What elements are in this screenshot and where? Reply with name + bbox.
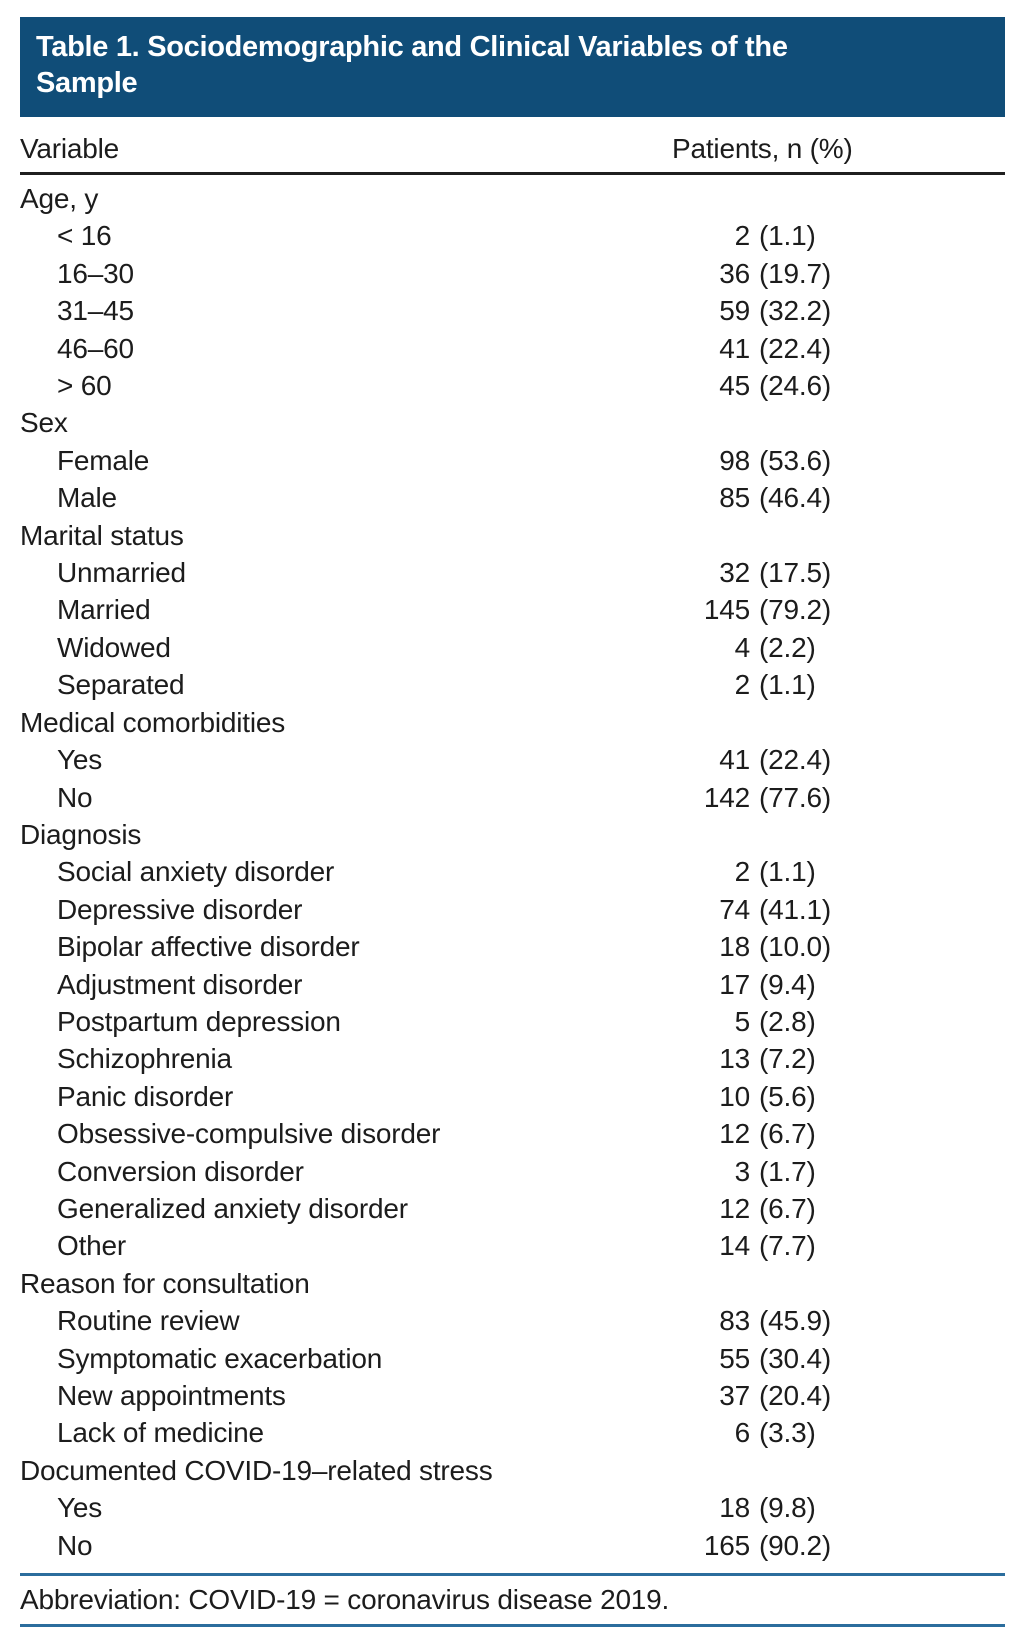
row-value <box>645 1115 1005 1152</box>
row-value <box>645 367 1005 404</box>
row-count: 145 <box>703 594 750 626</box>
row-value <box>645 704 1005 741</box>
row-percent: (19.7) <box>759 257 831 289</box>
row-label: Postpartum depression <box>57 1005 341 1037</box>
table-row-item <box>20 1527 1005 1564</box>
row-label: Adjustment disorder <box>57 968 303 1000</box>
row-percent: (2.8) <box>759 1005 816 1037</box>
row-percent: (9.8) <box>759 1492 816 1524</box>
row-percent: (79.2) <box>759 594 831 626</box>
row-value <box>645 292 1005 329</box>
row-label: Schizophrenia <box>57 1043 232 1075</box>
row-value <box>645 404 1005 441</box>
row-label: Medical comorbidities <box>20 706 286 738</box>
table-bottom-rule <box>20 1624 1005 1627</box>
table-row-item <box>20 966 1005 1003</box>
row-value <box>645 1340 1005 1377</box>
row-count: 18 <box>719 931 750 963</box>
row-label: Unmarried <box>57 557 186 589</box>
row-value <box>645 180 1005 217</box>
row-percent: (1.1) <box>759 856 816 888</box>
row-percent: (20.4) <box>759 1380 831 1411</box>
row-percent: (30.4) <box>759 1342 831 1374</box>
table-row-item <box>20 217 1005 254</box>
row-percent: (1.1) <box>759 669 816 701</box>
row-label: Social anxiety disorder <box>57 856 335 888</box>
table-row-item <box>20 1153 1005 1190</box>
table-row-item <box>20 1340 1005 1377</box>
row-percent: (41.1) <box>759 893 831 925</box>
row-percent: (10.0) <box>759 931 831 963</box>
row-count: 165 <box>703 1529 750 1561</box>
row-label: Obsessive-compulsive disorder <box>57 1118 441 1150</box>
row-percent: (7.7) <box>759 1230 816 1262</box>
row-count: 41 <box>719 744 750 776</box>
row-count: 2 <box>734 669 750 701</box>
column-header-variable: Variable <box>20 133 120 164</box>
row-label: Yes <box>57 1492 103 1524</box>
row-value <box>645 1414 1005 1451</box>
row-value <box>645 255 1005 292</box>
row-percent: (77.6) <box>759 781 831 813</box>
row-count: 10 <box>719 1080 750 1112</box>
row-value <box>645 1452 1005 1489</box>
row-count: 4 <box>734 631 750 663</box>
row-percent: (7.2) <box>759 1043 816 1075</box>
table-row-item <box>20 591 1005 628</box>
table-row-item <box>20 292 1005 329</box>
row-label: Marital status <box>20 519 184 551</box>
row-percent: (5.6) <box>759 1080 816 1112</box>
row-count: 74 <box>719 893 750 925</box>
row-percent: (3.3) <box>759 1417 816 1449</box>
table-row-item <box>20 853 1005 890</box>
row-label: Yes <box>57 744 103 776</box>
row-count: 59 <box>719 295 750 327</box>
row-value <box>645 1265 1005 1302</box>
table-row-section <box>20 517 1005 554</box>
row-count: 142 <box>703 781 750 813</box>
table-row-item <box>20 554 1005 591</box>
row-value <box>645 591 1005 628</box>
row-label: Female <box>57 444 150 476</box>
row-label: > 60 <box>57 370 112 402</box>
row-value <box>645 1003 1005 1040</box>
table-row-section <box>20 180 1005 217</box>
row-count: 17 <box>719 968 750 1000</box>
header-rule <box>20 172 1005 175</box>
row-value <box>645 217 1005 254</box>
row-percent: (22.4) <box>759 744 831 776</box>
row-value <box>645 1302 1005 1339</box>
table-row-item <box>20 479 1005 516</box>
row-label: 16–30 <box>57 257 134 289</box>
table-row-item <box>20 442 1005 479</box>
row-count: 14 <box>719 1230 750 1262</box>
row-percent: (6.7) <box>759 1192 816 1224</box>
table-title-bar <box>20 17 1005 117</box>
abbreviation-note: Abbreviation: COVID-19 = coronavirus disease 2019. <box>20 1584 670 1616</box>
row-count: 32 <box>719 557 750 589</box>
row-count: 12 <box>719 1192 750 1224</box>
table-row-item <box>20 330 1005 367</box>
row-count: 85 <box>719 482 750 514</box>
row-label: Other <box>57 1230 127 1262</box>
row-percent: (46.4) <box>759 482 831 514</box>
row-label: 46–60 <box>57 332 134 364</box>
row-label: < 16 <box>57 220 112 252</box>
row-count: 5 <box>734 1005 750 1037</box>
row-value <box>645 629 1005 666</box>
row-count: 6 <box>734 1417 750 1449</box>
table-row-item <box>20 779 1005 816</box>
table-row-item <box>20 1040 1005 1077</box>
row-value <box>645 891 1005 928</box>
table-row-item <box>20 666 1005 703</box>
table-row-section <box>20 404 1005 441</box>
row-count: 2 <box>734 856 750 888</box>
table-row-item <box>20 1003 1005 1040</box>
row-label: Age, y <box>20 183 99 214</box>
row-label: Documented COVID-19–related stress <box>20 1454 493 1486</box>
row-value <box>645 1489 1005 1526</box>
row-value <box>645 479 1005 516</box>
row-label: Widowed <box>57 631 171 663</box>
table-row-item <box>20 367 1005 404</box>
row-label: Depressive disorder <box>57 893 303 925</box>
row-value <box>645 666 1005 703</box>
row-count: 2 <box>734 220 750 252</box>
row-value <box>645 853 1005 890</box>
row-count: 36 <box>719 257 750 289</box>
table-row-item <box>20 1377 1005 1414</box>
table-row-item <box>20 1489 1005 1526</box>
row-label: Sex <box>20 407 68 439</box>
row-value <box>645 1153 1005 1190</box>
row-percent: (45.9) <box>759 1305 831 1337</box>
table-row-section <box>20 816 1005 853</box>
row-label: Lack of medicine <box>57 1417 264 1449</box>
table-row-item <box>20 928 1005 965</box>
row-value <box>645 966 1005 1003</box>
table-row-section <box>20 1452 1005 1489</box>
row-label: Diagnosis <box>20 818 142 850</box>
table-title-line2: Sample <box>36 67 138 99</box>
row-label: No <box>57 781 93 813</box>
row-label: Routine review <box>57 1305 240 1337</box>
table-row-item <box>20 741 1005 778</box>
row-label: Symptomatic exacerbation <box>57 1342 383 1374</box>
table-row-item <box>20 1302 1005 1339</box>
row-label: Male <box>57 482 117 514</box>
row-value <box>645 1227 1005 1264</box>
row-count: 55 <box>719 1342 750 1374</box>
table-title-line1: Table 1. Sociodemographic and Clinical Variables of the <box>36 31 788 63</box>
row-label: Conversion disorder <box>57 1155 304 1187</box>
row-percent: (53.6) <box>759 444 831 476</box>
row-count: 37 <box>719 1380 750 1411</box>
row-label: Reason for consultation <box>20 1267 310 1299</box>
row-percent: (1.1) <box>759 220 816 252</box>
row-value <box>645 330 1005 367</box>
row-percent: (9.4) <box>759 968 816 1000</box>
column-header-patients: Patients, n (%) <box>672 133 853 164</box>
row-value <box>645 1527 1005 1564</box>
table-row-item <box>20 1115 1005 1152</box>
column-header-row <box>20 117 1005 172</box>
row-count: 3 <box>734 1155 750 1187</box>
row-percent: (2.2) <box>759 631 816 663</box>
table-row-section <box>20 704 1005 741</box>
row-value <box>645 741 1005 778</box>
table-row-section <box>20 1265 1005 1302</box>
row-count: 98 <box>719 444 750 476</box>
row-count: 18 <box>719 1492 750 1524</box>
table-row-item <box>20 1227 1005 1264</box>
row-count: 13 <box>719 1043 750 1075</box>
row-label: Married <box>57 594 151 626</box>
row-value <box>645 1040 1005 1077</box>
table-row-item <box>20 255 1005 292</box>
row-count: 45 <box>719 370 750 402</box>
row-percent: (24.6) <box>759 370 831 402</box>
row-percent: (22.4) <box>759 332 831 364</box>
table-row-item <box>20 1190 1005 1227</box>
row-percent: (17.5) <box>759 557 831 589</box>
table-body <box>20 180 1005 1564</box>
row-label: No <box>57 1529 93 1561</box>
row-label: Bipolar affective disorder <box>57 931 360 963</box>
row-label: Generalized anxiety disorder <box>57 1192 408 1224</box>
row-value <box>645 779 1005 816</box>
row-count: 83 <box>719 1305 750 1337</box>
row-value <box>645 517 1005 554</box>
row-value <box>645 442 1005 479</box>
row-value <box>645 816 1005 853</box>
row-value <box>645 928 1005 965</box>
table-row-item <box>20 891 1005 928</box>
row-label: Panic disorder <box>57 1080 234 1112</box>
row-percent: (32.2) <box>759 295 831 327</box>
row-count: 41 <box>719 332 750 364</box>
row-value <box>645 554 1005 591</box>
table-row-item <box>20 629 1005 666</box>
row-label: New appointments <box>57 1380 286 1411</box>
row-percent: (6.7) <box>759 1118 816 1150</box>
row-count: 12 <box>719 1118 750 1150</box>
row-label: Separated <box>57 669 185 701</box>
row-label: 31–45 <box>57 295 134 327</box>
table-row-item <box>20 1078 1005 1115</box>
row-value <box>645 1190 1005 1227</box>
table-row-item <box>20 1414 1005 1451</box>
row-value <box>645 1078 1005 1115</box>
row-value <box>645 1377 1005 1414</box>
row-percent: (90.2) <box>759 1529 831 1561</box>
row-percent: (1.7) <box>759 1155 816 1187</box>
